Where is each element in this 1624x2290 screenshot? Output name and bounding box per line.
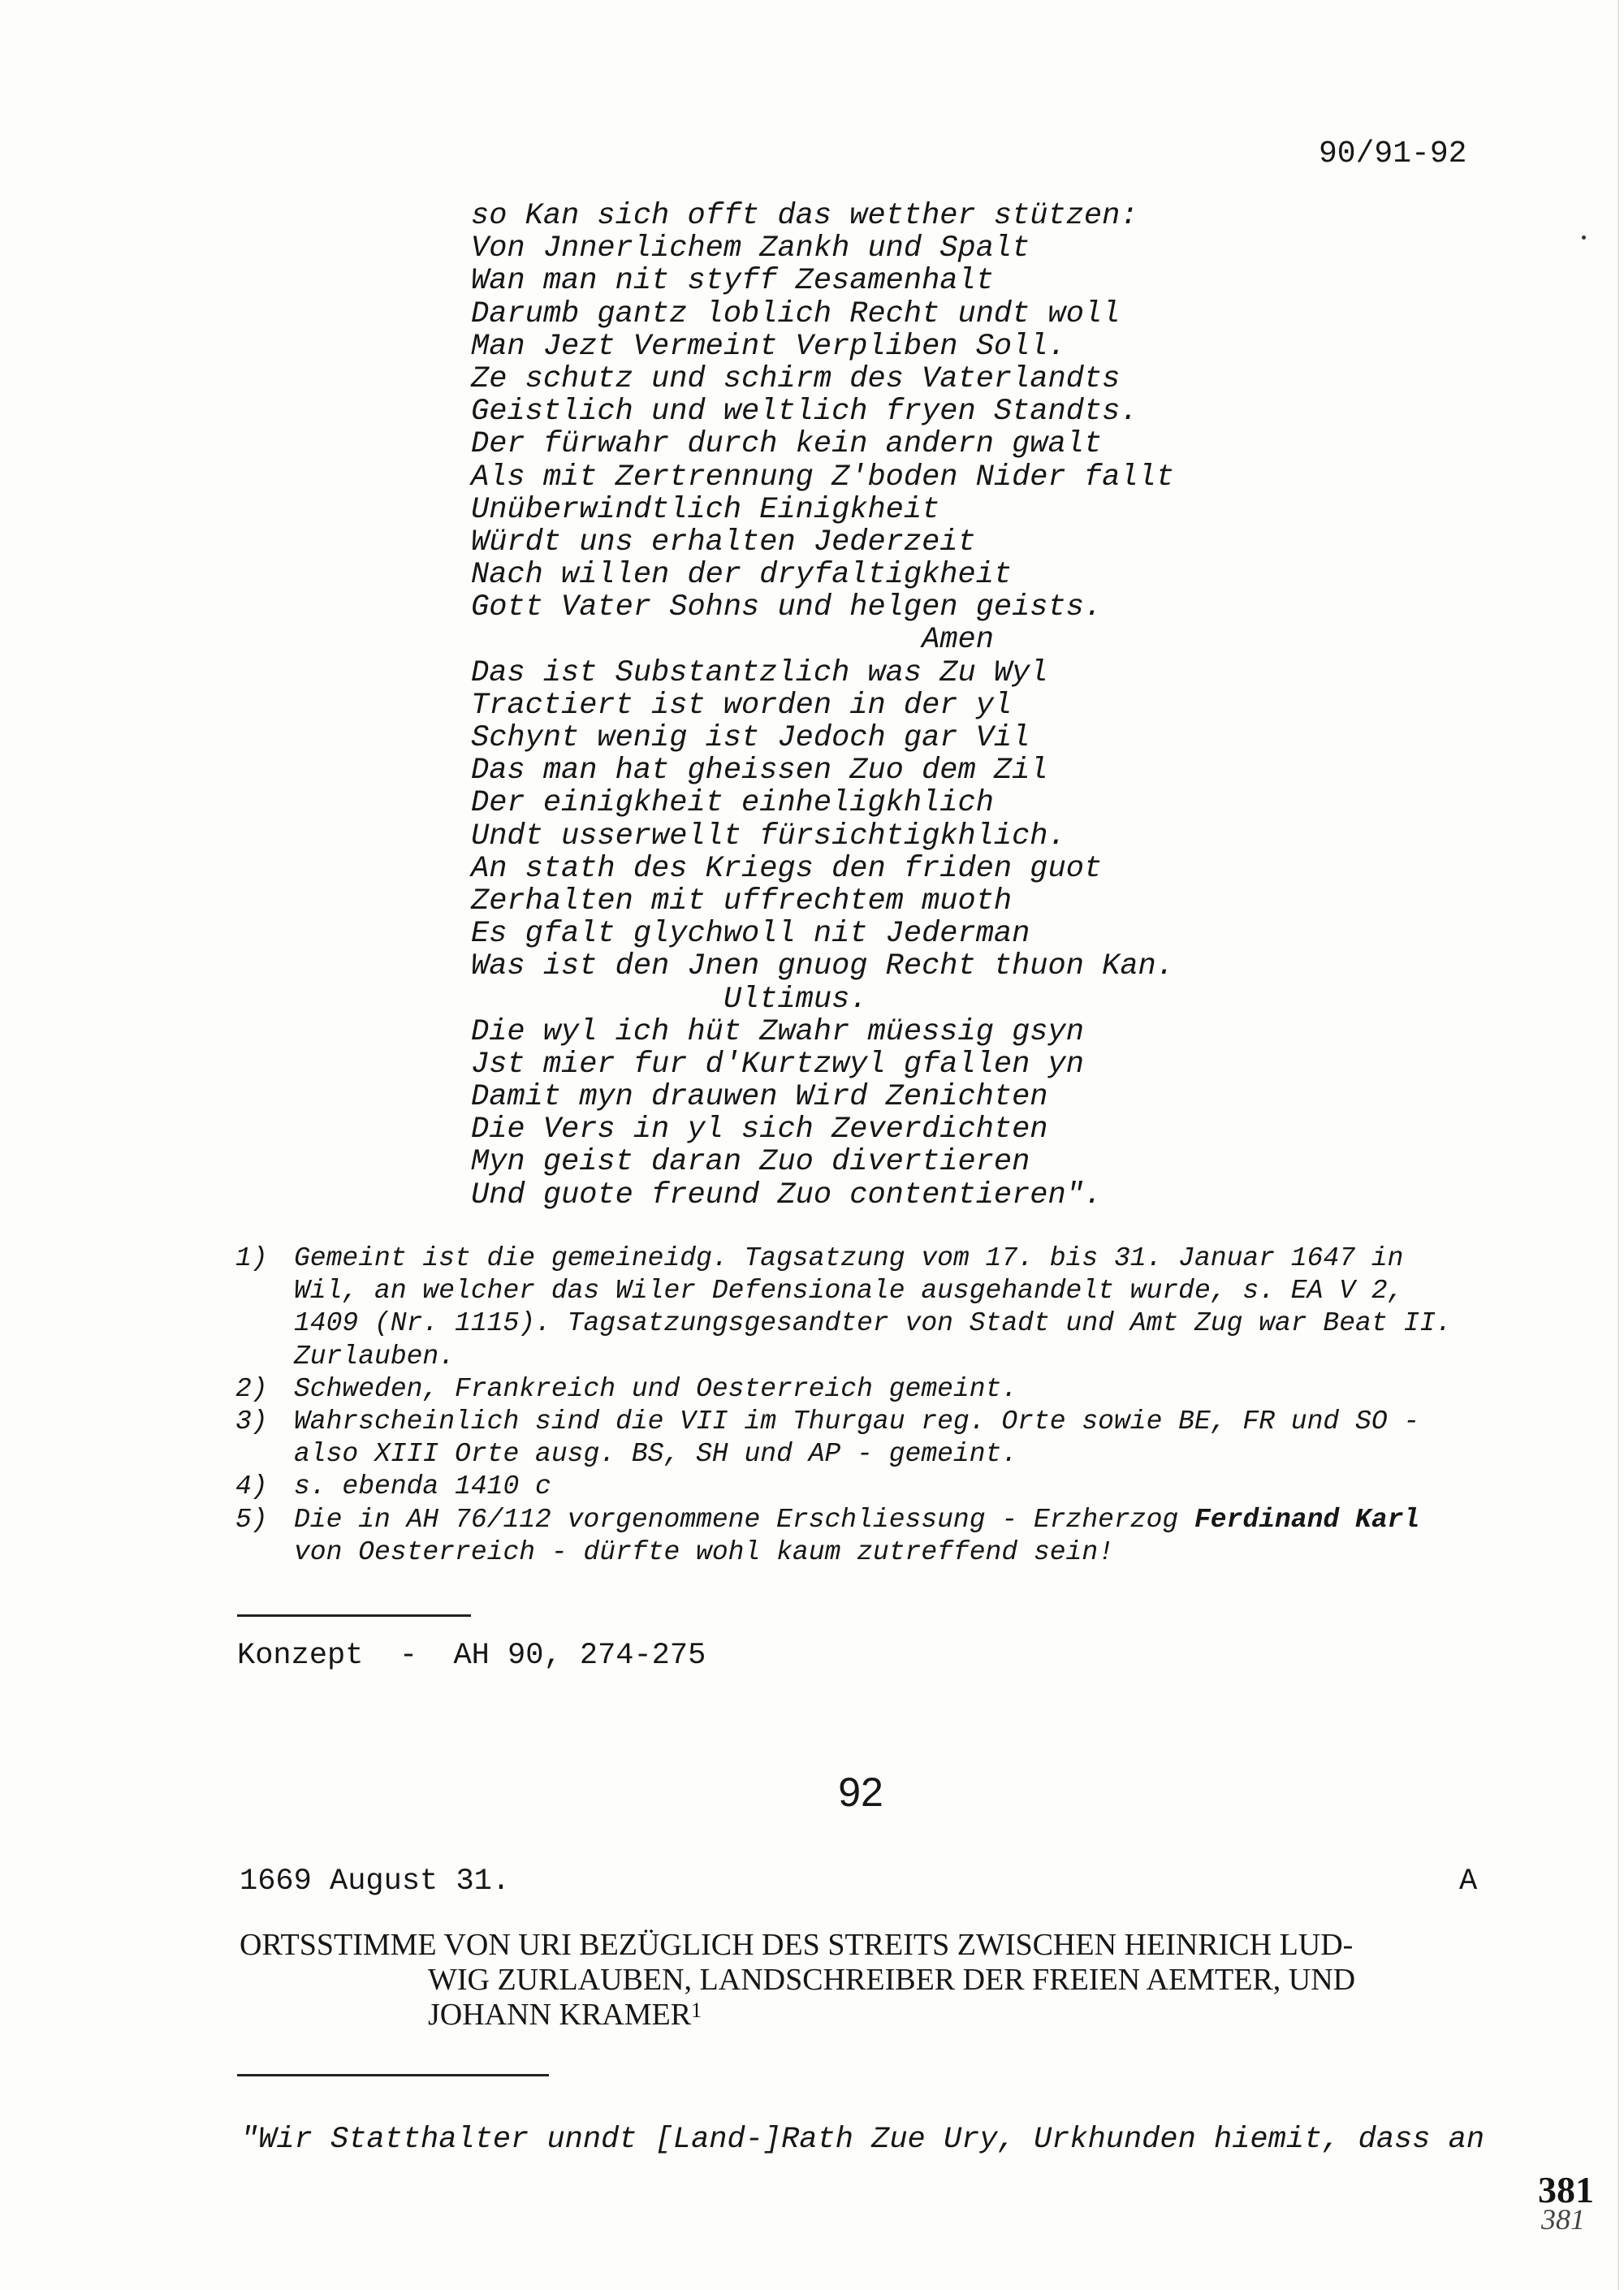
poem-line: Darumb gantz loblich Recht undt woll bbox=[471, 296, 1121, 331]
poem-line: Was ist den Jnen gnuog Recht thuon Kan. bbox=[471, 949, 1174, 984]
footnote-text bbox=[294, 1373, 1017, 1406]
footnote-line: von Oesterreich - dürfte wohl kaum zutreffend sein! bbox=[294, 1536, 1114, 1567]
poem-line: Damit myn drauwen Wird Zenichten bbox=[471, 1080, 1048, 1115]
footnote bbox=[235, 1471, 1502, 1503]
poem-line: Ze schutz und schirm des Vaterlandts bbox=[471, 361, 1121, 396]
footnote-text bbox=[294, 1406, 1419, 1471]
poem-line: Der fürwahr durch kein andern gwalt bbox=[471, 427, 1103, 462]
footnote-line: Schweden, Frankreich und Oesterreich gemeint. bbox=[294, 1373, 1018, 1404]
poem-line: Tractiert ist worden in der yl bbox=[471, 688, 1013, 723]
poem-line: Jst mier fur d'Kurtzwyl gfallen yn bbox=[471, 1047, 1084, 1082]
footnote bbox=[235, 1242, 1502, 1373]
poem-line: so Kan sich offt das wetther stützen: bbox=[471, 199, 1138, 233]
footnote-line: also XIII Orte ausg. BS, SH und AP - gemeint. bbox=[294, 1439, 1018, 1470]
footnote-number: 2) bbox=[235, 1373, 268, 1404]
poem-line: Würdt uns erhalten Jederzeit bbox=[471, 525, 976, 560]
footnote bbox=[235, 1406, 1502, 1471]
poem-line: Amen bbox=[471, 623, 994, 658]
footnote-text bbox=[294, 1504, 1419, 1569]
footnote-line: Wahrscheinlich sind die VII im Thurgau reg. Orte sowie BE, FR und SO - bbox=[294, 1406, 1420, 1437]
source-divider bbox=[237, 1614, 471, 1617]
quote-start: "Wir Statthalter unndt [Land-]Rath Zue Ury, Urkhunden hiemit, dass an bbox=[240, 2123, 1485, 2157]
footnote bbox=[235, 1504, 1502, 1569]
poem-line: Als mit Zertrennung Z'boden Nider fallt bbox=[471, 460, 1174, 495]
poem-line: Geistlich und weltlich fryen Standts. bbox=[471, 395, 1138, 430]
document-letter: A bbox=[1459, 1864, 1478, 1899]
footnote-number: 4) bbox=[235, 1471, 268, 1502]
source-reference: Konzept - AH 90, 274-275 bbox=[237, 1639, 706, 1673]
footnote-number: 5) bbox=[235, 1504, 268, 1535]
poem-line: Und guote freund Zuo contentieren". bbox=[471, 1177, 1103, 1212]
poem-line: Das ist Substantzlich was Zu Wyl bbox=[471, 655, 1048, 690]
document-number: 92 bbox=[838, 1769, 883, 1815]
stamp-number-handwritten: 381 bbox=[1541, 2203, 1585, 2236]
heading-line: WIG ZURLAUBEN, LANDSCHREIBER DER FREIEN AEMTER, UND bbox=[428, 1963, 1356, 1997]
poem-line: Nach willen der dryfaltigkheit bbox=[471, 558, 1013, 593]
document-heading bbox=[240, 1928, 1355, 2033]
poem-line: Zerhalten mit uffrechtem muoth bbox=[471, 884, 1013, 918]
poem-line: Wan man nit styff Zesamenhalt bbox=[471, 264, 994, 299]
poem-line: Ultimus. bbox=[471, 982, 868, 1017]
heading-line: ORTSSTIMME VON URI BEZÜGLICH DES STREITS ZWISCHEN HEINRICH LUD- bbox=[240, 1928, 1354, 1962]
footnote-line: s. ebenda 1410 c bbox=[294, 1471, 551, 1502]
poem-line: Es gfalt glychwoll nit Jederman bbox=[471, 917, 1030, 952]
poem-line: Der einigkheit einheligkhlich bbox=[471, 786, 994, 821]
poem-line: Schynt wenig ist Jedoch gar Vil bbox=[471, 721, 1030, 755]
scan-edge bbox=[1618, 0, 1619, 2290]
scan-speck bbox=[1582, 235, 1586, 240]
footnotes bbox=[235, 1242, 1502, 1569]
poem-line: Gott Vater Sohns und helgen geists. bbox=[471, 590, 1103, 625]
footnote-line: Gemeint ist die gemeineidg. Tagsatzung vom 17. bis 31. Januar 1647 in bbox=[294, 1243, 1404, 1273]
page-id: 90/91-92 bbox=[1319, 136, 1467, 171]
poem-line: An stath des Kriegs den friden guot bbox=[471, 851, 1103, 886]
footnote-text bbox=[294, 1471, 551, 1503]
poem-line: Undt usserwellt fürsichtigkhlich. bbox=[471, 819, 1066, 853]
quote-divider bbox=[237, 2074, 549, 2076]
poem-line: Die Vers in yl sich Zeverdichten bbox=[471, 1113, 1048, 1147]
footnote-number: 1) bbox=[235, 1243, 268, 1273]
footnote-line: Zurlauben. bbox=[294, 1341, 456, 1372]
poem-line: Die wyl ich hüt Zwahr müessig gsyn bbox=[471, 1014, 1084, 1049]
footnote-bold-name: Ferdinand Karl bbox=[1194, 1504, 1420, 1535]
footnote-line: Wil, an welcher das Wiler Defensionale ausgehandelt wurde, s. EA V 2, bbox=[294, 1276, 1404, 1307]
stamp-number: 381 bbox=[1538, 2169, 1594, 2210]
footnote-line: Die in AH 76/112 vorgenommene Erschliessung - Erzherzog bbox=[294, 1504, 1194, 1535]
poem-line: Man Jezt Vermeint Verpliben Soll. bbox=[471, 329, 1066, 364]
poem bbox=[471, 200, 1174, 1212]
heading-footnote-mark: 1 bbox=[691, 1998, 702, 2022]
footnote-number: 3) bbox=[235, 1406, 268, 1437]
footnote bbox=[235, 1373, 1502, 1406]
poem-line: Myn geist daran Zuo divertieren bbox=[471, 1145, 1030, 1180]
footnote-text bbox=[294, 1242, 1452, 1373]
footnote-line: 1409 (Nr. 1115). Tagsatzungsgesandter von Stadt und Amt Zug war Beat II. bbox=[294, 1308, 1452, 1339]
poem-line: Das man hat gheissen Zuo dem Zil bbox=[471, 754, 1048, 789]
document-date: 1669 August 31. bbox=[240, 1864, 511, 1899]
poem-line: Von Jnnerlichem Zankh und Spalt bbox=[471, 231, 1030, 266]
poem-line: Unüberwindtlich Einigkheit bbox=[471, 492, 940, 527]
heading-line: JOHANN KRAMER bbox=[428, 1998, 692, 2032]
